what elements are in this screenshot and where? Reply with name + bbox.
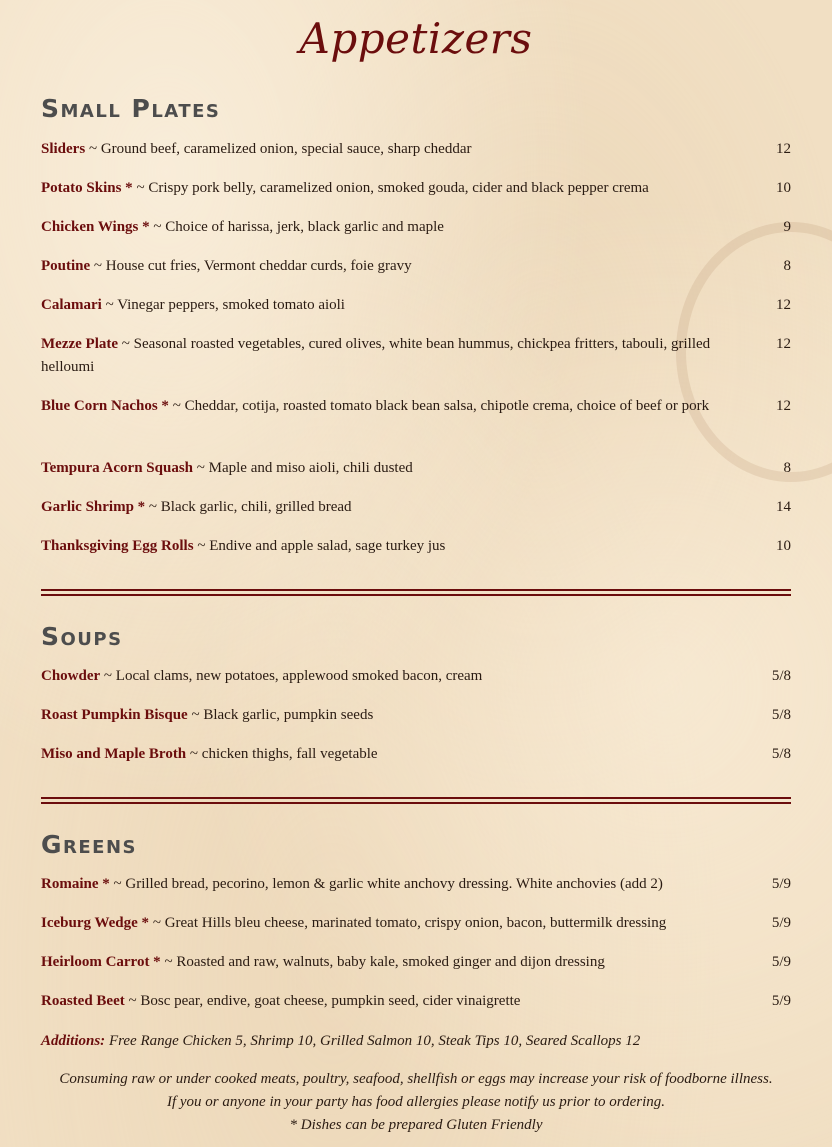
item-description: Great Hills bleu cheese, marinated tomato, crispy onion, bacon, buttermilk dressing — [164, 915, 667, 931]
menu-item — [41, 873, 791, 896]
menu-item — [41, 395, 791, 418]
item-price: 14 — [776, 499, 791, 515]
item-name: Poutine — [41, 258, 91, 274]
item-separator: ~ — [145, 499, 161, 515]
item-name: Roast Pumpkin Bisque — [41, 707, 188, 723]
item-price: 10 — [776, 538, 791, 554]
item-separator: ~ — [193, 538, 210, 554]
item-price: 8 — [783, 460, 791, 476]
item-name: Iceburg Wedge * — [41, 915, 150, 931]
item-name: Tempura Acorn Squash — [41, 460, 193, 476]
item-separator: ~ — [118, 336, 134, 352]
section-divider — [41, 589, 791, 596]
item-price: 5/9 — [771, 876, 791, 892]
menu-item — [41, 951, 791, 974]
item-description: Local clams, new potatoes, applewood smoked bacon, cream — [115, 668, 483, 684]
item-name: Chicken Wings * — [41, 219, 150, 235]
gluten-friendly-note: * Dishes can be prepared Gluten Friendly — [289, 1117, 543, 1133]
item-name: Heirloom Carrot * — [41, 954, 161, 970]
item-description: Maple and miso aioli, chili dusted — [208, 460, 413, 476]
menu-item — [41, 496, 791, 519]
item-description: Black garlic, pumpkin seeds — [203, 707, 374, 723]
item-description: Crispy pork belly, caramelized onion, smoked gouda, cider and black pepper crema — [148, 180, 649, 196]
menu-item — [41, 743, 791, 766]
item-price: 5/8 — [771, 707, 791, 723]
item-description: House cut fries, Vermont cheddar curds, foie gravy — [105, 258, 412, 274]
menu-item — [41, 665, 791, 688]
menu-item — [41, 138, 791, 161]
menu-item — [41, 294, 791, 317]
item-name: Roasted Beet — [41, 993, 125, 1009]
menu-item — [41, 457, 791, 480]
item-separator: ~ — [168, 398, 185, 414]
item-description: Roasted and raw, walnuts, baby kale, smoked ginger and dijon dressing — [176, 954, 605, 970]
menu-item — [41, 990, 791, 1013]
item-price: 5/8 — [771, 668, 791, 684]
additions-note — [41, 1030, 801, 1053]
section-title-small-plates: Small Plates — [41, 94, 221, 123]
item-price: 12 — [776, 336, 791, 352]
item-separator: ~ — [90, 258, 106, 274]
menu-item — [41, 333, 791, 379]
foodborne-illness-warning: Consuming raw or under cooked meats, poultry, seafood, shellfish or eggs may increase your risk of foodborne illness. — [59, 1071, 773, 1087]
item-name: Mezze Plate — [41, 336, 119, 352]
item-description: Black garlic, chili, grilled bread — [160, 499, 352, 515]
item-description: Choice of harissa, jerk, black garlic and maple — [165, 219, 444, 235]
section-divider — [41, 797, 791, 804]
item-name: Garlic Shrimp * — [41, 499, 146, 515]
item-separator: ~ — [186, 746, 202, 762]
item-name: Miso and Maple Broth — [41, 746, 187, 762]
item-separator: ~ — [187, 707, 204, 723]
item-description: Seasonal roasted vegetables, cured olives, white bean hummus, chickpea fritters, tabouli, grilled helloumi — [41, 336, 711, 375]
item-price: 12 — [776, 398, 791, 414]
item-price: 12 — [776, 297, 791, 313]
item-separator: ~ — [193, 460, 209, 476]
item-separator: ~ — [149, 915, 165, 931]
section-title-soups: Soups — [41, 622, 123, 651]
menu-item — [41, 177, 791, 200]
allergy-notice: If you or anyone in your party has food allergies please notify us prior to ordering. — [166, 1094, 665, 1110]
item-separator: ~ — [160, 954, 177, 970]
item-price: 12 — [776, 141, 791, 157]
menu-item — [41, 704, 791, 727]
additions-text: Free Range Chicken 5, Shrimp 10, Grilled Salmon 10, Steak Tips 10, Seared Scallops 12 — [108, 1033, 641, 1049]
additions-label: Additions: — [41, 1033, 106, 1049]
item-name: Romaine * — [41, 876, 110, 892]
item-price: 9 — [783, 219, 791, 235]
item-separator: ~ — [100, 668, 116, 684]
page-title: Appetizers — [299, 14, 533, 63]
menu-item — [41, 912, 791, 935]
item-price: 5/8 — [771, 746, 791, 762]
item-description: Bosc pear, endive, goat cheese, pumpkin seed, cider vinaigrette — [140, 993, 521, 1009]
item-price: 8 — [783, 258, 791, 274]
item-separator: ~ — [101, 297, 118, 313]
menu-item — [41, 216, 791, 239]
item-price: 5/9 — [771, 993, 791, 1009]
item-description: Grilled bread, pecorino, lemon & garlic white anchovy dressing. White anchovies (add 2) — [125, 876, 663, 892]
item-separator: ~ — [132, 180, 149, 196]
item-description: Vinegar peppers, smoked tomato aioli — [117, 297, 345, 313]
item-name: Calamari — [41, 297, 102, 313]
section-title-greens: Greens — [41, 830, 138, 859]
item-separator: ~ — [149, 219, 166, 235]
item-name: Blue Corn Nachos * — [41, 398, 169, 414]
item-name: Chowder — [41, 668, 101, 684]
item-name: Thanksgiving Egg Rolls — [41, 538, 194, 554]
item-description: Cheddar, cotija, roasted tomato black bean salsa, chipotle crema, choice of beef or pork — [184, 398, 710, 414]
item-price: 5/9 — [771, 915, 791, 931]
item-separator: ~ — [85, 141, 101, 157]
menu-item — [41, 255, 791, 278]
item-description: chicken thighs, fall vegetable — [201, 746, 378, 762]
item-name: Sliders — [41, 141, 86, 157]
item-description: Endive and apple salad, sage turkey jus — [209, 538, 446, 554]
item-price: 5/9 — [771, 954, 791, 970]
item-separator: ~ — [124, 993, 141, 1009]
menu-item — [41, 535, 791, 558]
item-separator: ~ — [109, 876, 126, 892]
item-price: 10 — [776, 180, 791, 196]
item-name: Potato Skins * — [41, 180, 133, 196]
item-description: Ground beef, caramelized onion, special sauce, sharp cheddar — [100, 141, 472, 157]
